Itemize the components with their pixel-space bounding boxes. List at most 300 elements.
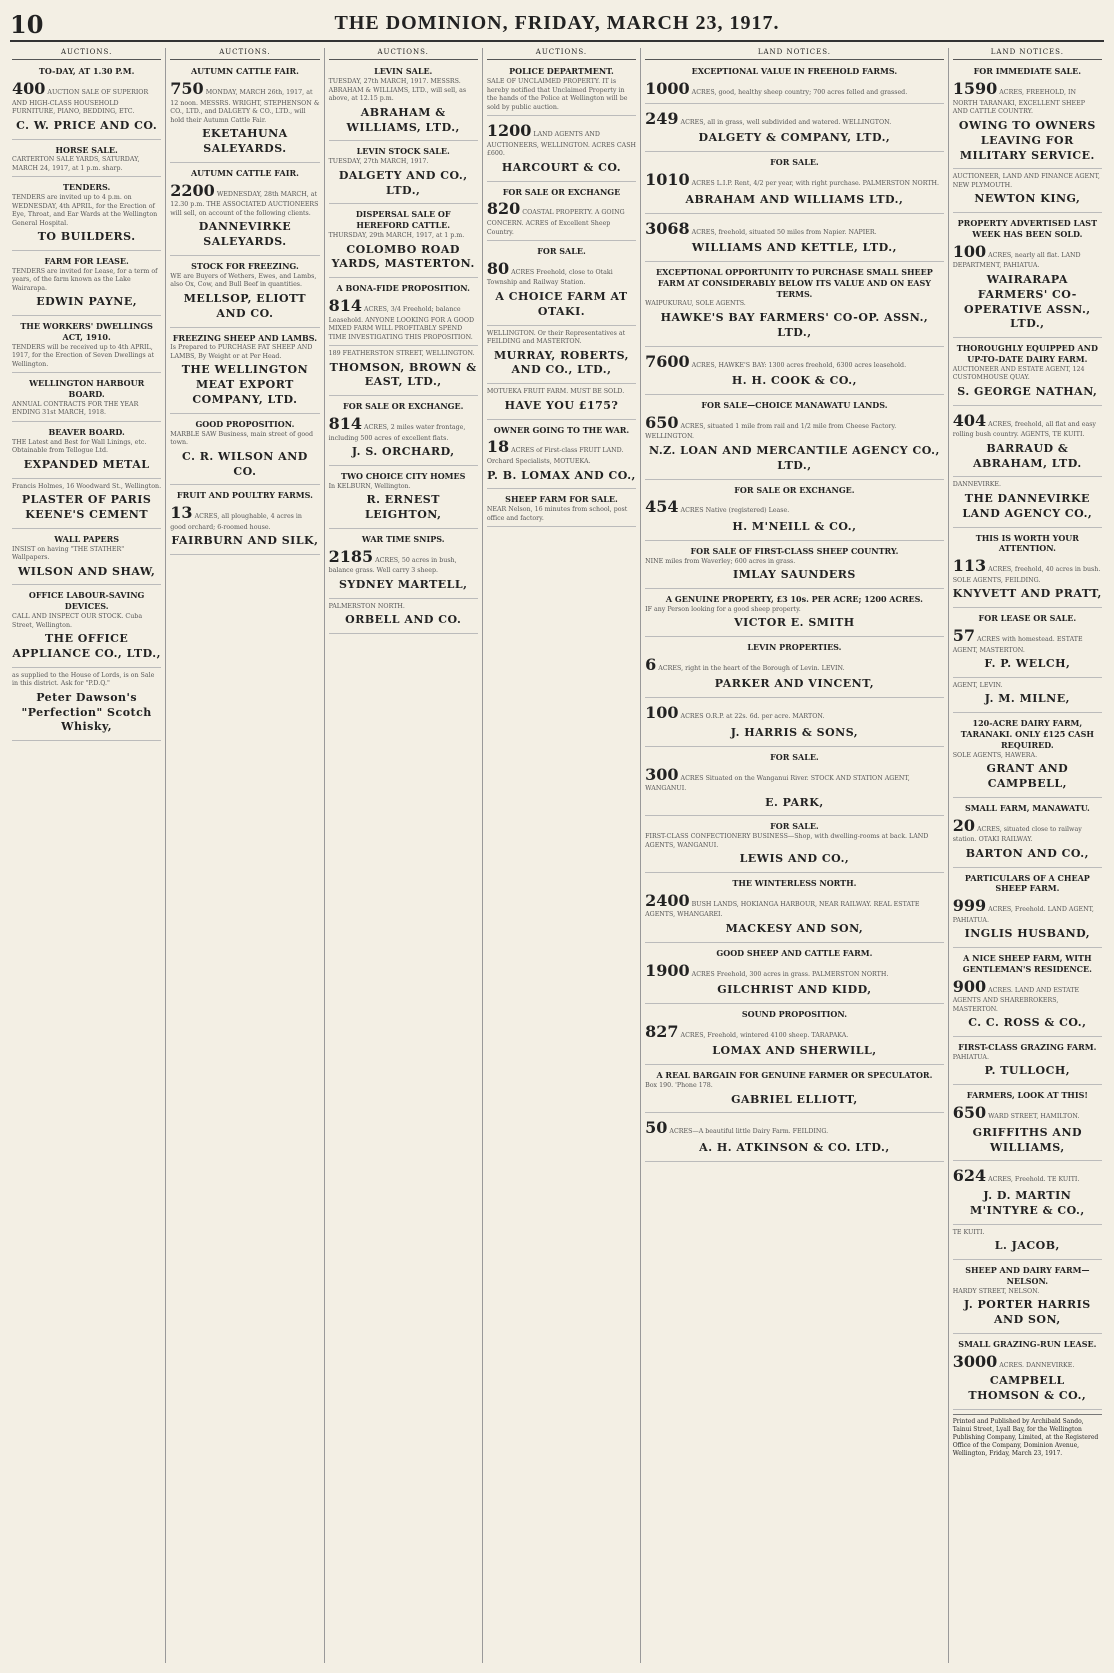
ad-heading: TO-DAY, AT 1.30 P.M. (38, 66, 135, 77)
ad-text: HARDY STREET, NELSON. (952, 1287, 1040, 1295)
ad-firm-name: J. S. ORCHARD, (351, 445, 455, 459)
ad-text: NINE miles from Waverley; 600 acres in grass. (645, 557, 796, 565)
ad-firm-name: P. B. LOMAX AND CO., (487, 468, 636, 482)
ad-acreage: 2185 (328, 546, 374, 566)
ad-heading: FOR LEASE OR SALE. (978, 613, 1077, 624)
ad-heading: TENDERS. (62, 182, 111, 193)
advertisement (487, 184, 636, 241)
ad-firm-name: SYDNEY MARTELL, (338, 577, 468, 591)
advertisement (953, 63, 1102, 169)
ad-heading: FARMERS, LOOK AT THIS! (966, 1090, 1088, 1101)
advertisement (329, 601, 478, 634)
column-header: LAND NOTICES. (953, 48, 1102, 60)
ad-heading: GOOD PROPOSITION. (195, 418, 295, 429)
advertisement (329, 348, 478, 396)
advertisement (12, 587, 161, 667)
advertisement (645, 875, 944, 943)
ad-heading: FOR SALE OR EXCHANGE. (734, 484, 855, 495)
ad-firm-name: GRIFFITHS AND WILLIAMS, (972, 1125, 1083, 1154)
ad-text: ACRES, situated 1 mile from rail and 1/2 mile from Cheese Factory. WELLINGTON. (645, 422, 897, 441)
advertisement (12, 375, 161, 422)
ad-text: WEDNESDAY, 28th MARCH, at 12.30 p.m. THE ASSOCIATED AUCTIONEERS will sell, on account of the following clients. (170, 190, 319, 217)
ad-heading: WALL PAPERS (54, 533, 120, 544)
ad-text: CARTERTON SALE YARDS, SATURDAY, MARCH 24, 1917, at 1 p.m. sharp. (12, 156, 140, 172)
advertisement (645, 106, 944, 152)
ad-heading: HORSE SALE. (55, 144, 118, 155)
ad-text: ACRES of First-class FRUIT LAND. Orchard Specialists, MOTUEKA. (486, 447, 624, 466)
ad-acreage: 1900 (645, 960, 690, 980)
ad-firm-name: P. TULLOCH, (984, 1064, 1071, 1078)
ad-firm-name: J. PORTER HARRIS AND SON, (964, 1298, 1091, 1326)
ad-heading: FOR SALE OR EXCHANGE (502, 186, 621, 197)
ad-heading: STOCK FOR FREEZING. (191, 261, 299, 272)
ad-heading: WAR TIME SNIPS. (361, 533, 445, 544)
ad-heading: THE WORKERS' DWELLINGS ACT, 1910. (20, 321, 153, 343)
ad-text: TUESDAY, 27th MARCH, 1917. MESSRS. ABRAHAM & WILLIAMS, LTD., will sell, as above, at 12.15 p.m. (328, 78, 467, 103)
ad-acreage: 900 (952, 976, 987, 996)
column-header: AUCTIONS. (329, 48, 478, 60)
ad-firm-name: DANNEVIRKE SALEYARDS. (198, 220, 292, 249)
ad-firm-name: Peter Dawson's "Perfection" Scotch Whisky, (21, 690, 152, 734)
ad-text: ACRES, Freehold. TE KUITI. (988, 1176, 1080, 1184)
ad-text: MONDAY, MARCH 26th, 1917, at 12 noon. MESSRS. WRIGHT, STEPHENSON & CO., LTD., and DALGETY & CO., LTD., will hold their Autumn Cattle Fair. (170, 89, 320, 124)
ad-firm-name: THE OFFICE APPLIANCE CO., LTD., (12, 632, 161, 660)
ad-text: THURSDAY, 29th MARCH, 1917, at 1 p.m. (328, 232, 465, 239)
ad-firm-name: LEWIS AND CO., (739, 852, 850, 866)
ad-firm-name: MACKESY AND SON, (725, 921, 864, 935)
ad-acreage: 650 (952, 1103, 987, 1123)
ad-text: INSIST on having "THE STATHER" Wallpapers. (12, 545, 125, 562)
ad-acreage: 113 (952, 556, 987, 576)
advertisement (645, 264, 944, 347)
ad-firm-name: GRANT AND CAMPBELL, (986, 762, 1069, 791)
ad-heading: FOR IMMEDIATE SALE. (973, 66, 1082, 77)
ad-firm-name: HAVE YOU £175? (504, 398, 619, 412)
ad-firm-name: DALGETY & COMPANY, LTD., (698, 131, 891, 145)
ad-firm-name: F. P. WELCH, (984, 657, 1071, 671)
ad-text: ACRES. DANNEVIRKE. (999, 1361, 1075, 1369)
ad-heading: A GENUINE PROPERTY, £3 10s. PER ACRE; 1200 ACRES. (665, 593, 923, 604)
ad-firm-name: J. HARRIS & SONS, (730, 725, 859, 739)
column-5-land-notices (640, 48, 948, 1663)
ad-firm-name: C. C. ROSS & CO., (968, 1016, 1087, 1030)
ad-firm-name: TO BUILDERS. (37, 230, 136, 244)
advertisement (953, 171, 1102, 213)
ad-text: TUESDAY, 27th MARCH, 1917. (328, 158, 429, 166)
ad-text: LAND AGENTS AND AUCTIONEERS, WELLINGTON. ACRES CASH £600. (486, 131, 637, 158)
advertisement (487, 491, 636, 527)
ad-firm-name: THOMSON, BROWN & EAST, LTD., (329, 360, 477, 389)
ad-acreage: 2200 (170, 180, 215, 200)
advertisement (12, 318, 161, 373)
ad-heading: SMALL FARM, MANAWATU. (964, 802, 1090, 813)
ad-acreage: 50 (645, 1118, 668, 1138)
ad-text: ACRES, freehold, 40 acres in bush. SOLE AGENTS, FEILDING. (952, 566, 1101, 584)
ad-firm-name: FAIRBURN AND SILK, (171, 534, 319, 548)
ad-acreage: 57 (952, 626, 975, 645)
advertisement (645, 945, 944, 1004)
ad-acreage: 750 (170, 79, 204, 99)
ad-acreage: 3000 (952, 1351, 998, 1371)
advertisement (12, 424, 161, 479)
advertisement (953, 1262, 1102, 1334)
ad-firm-name: PLASTER OF PARIS KEENE'S CEMENT (21, 493, 152, 521)
ad-acreage: 1010 (645, 170, 690, 190)
ad-text: ACRES, FREEHOLD, IN NORTH TARANAKI, EXCELLENT SHEEP AND CATTLE COUNTRY. (952, 89, 1085, 116)
ad-firm-name: WAIRARAPA FARMERS' CO-OPERATIVE ASSN., LTD., (964, 272, 1091, 331)
ad-firm-name: EXPANDED METAL (23, 457, 150, 471)
ad-heading: FOR SALE. (770, 157, 819, 168)
ad-text: ACRES with homestead. ESTATE AGENT, MASTERTON. (952, 636, 1083, 654)
ad-text: AUCTIONEER AND ESTATE AGENT, 124 CUSTOMHOUSE QUAY. (952, 365, 1085, 382)
ad-firm-name: H. M'NEILL & CO., (732, 519, 857, 533)
ad-heading: FOR SALE. (770, 821, 819, 832)
ad-firm-name: L. JACOB, (994, 1239, 1060, 1253)
ad-text: ACRES, 2 miles water frontage, including 500 acres of excellent flats. (328, 424, 466, 442)
ad-heading: POLICE DEPARTMENT. (509, 66, 614, 77)
ad-text: ACRES, freehold, situated 50 miles from Napier. NAPIER. (691, 228, 877, 236)
ad-heading: TWO CHOICE CITY HOMES (341, 471, 466, 481)
ad-acreage: 1000 (645, 79, 690, 99)
advertisement (12, 481, 161, 529)
column-2 (165, 48, 323, 1663)
advertisement (645, 349, 944, 395)
page-title: THE DOMINION, FRIDAY, MARCH 23, 1917. (334, 12, 780, 34)
ad-firm-name: COLOMBO ROAD YARDS, MASTERTON. (331, 242, 475, 271)
advertisement (953, 215, 1102, 338)
ad-text: 189 FEATHERSTON STREET, WELLINGTON. (328, 350, 475, 358)
ad-acreage: 454 (645, 497, 679, 517)
ad-heading: WELLINGTON HARBOUR BOARD. (29, 378, 145, 400)
advertisement (645, 216, 944, 262)
advertisement (953, 1227, 1102, 1260)
ad-text: WAIPUKURAU, SOLE AGENTS. (645, 300, 746, 308)
advertisement (953, 408, 1102, 478)
ad-heading: LEVIN SALE. (374, 66, 433, 77)
advertisement (645, 591, 944, 637)
ad-acreage: 100 (645, 703, 679, 723)
ad-text: PAHIATUA. (952, 1053, 989, 1061)
ad-acreage: 999 (952, 896, 987, 916)
ad-text: ACRES, all in grass, well subdivided and watered. WELLINGTON. (680, 118, 892, 126)
ad-firm-name: R. ERNEST LEIGHTON, (364, 493, 442, 522)
ad-text: ACRES O.R.P. at 22s. 6d. per acre. MARTON. (680, 713, 825, 721)
ad-text: ACRES Situated on the Wanganui River. STOCK AND STATION AGENT, WANGANUI. (645, 774, 910, 793)
column-3 (324, 48, 482, 1663)
ad-text: TENDERS will be received up to 4th APRIL, 1917, for the Erection of Seven Dwellings at Wellington. (12, 343, 155, 368)
ad-text: TENDERS are invited for Lease, for a term of years, of the farm known as the Lake Wairarapa. (12, 267, 158, 292)
ad-heading: BEAVER BOARD. (48, 426, 125, 437)
ad-text: MARBLE SAW Business, main street of good town. (170, 430, 314, 447)
ad-text: ACRES, right in the heart of the Borough of Levin. LEVIN. (658, 664, 845, 672)
ad-firm-name: INGLIS HUSBAND, (964, 927, 1091, 941)
advertisement (329, 143, 478, 204)
column-header: AUCTIONS. (170, 48, 319, 60)
ad-firm-name: A CHOICE FARM AT OTAKI. (495, 289, 628, 318)
ad-firm-name: N.Z. LOAN AND MERCANTILE AGENCY CO., LTD., (648, 443, 940, 472)
ad-heading: FOR SALE—CHOICE MANAWATU LANDS. (701, 399, 888, 410)
advertisement (12, 179, 161, 251)
ad-acreage: 814 (328, 295, 362, 315)
ad-text: AUCTION SALE OF SUPERIOR AND HIGH-CLASS HOUSEHOLD FURNITURE, PIANO, BEDDING, ETC. (12, 89, 149, 116)
ad-text: ACRES Native (registered) Lease. (680, 507, 790, 515)
column-6 (948, 48, 1106, 1663)
advertisement (953, 950, 1102, 1037)
ad-text: CALL AND INSPECT OUR STOCK. Cuba Street, Wellington. (12, 613, 143, 629)
ad-firm-name: BARRAUD & ABRAHAM, LTD. (972, 441, 1082, 470)
advertisement (170, 330, 319, 414)
ad-acreage: 13 (170, 503, 193, 523)
ad-firm-name: PARKER AND VINCENT, (714, 677, 875, 691)
ad-heading: AUTUMN CATTLE FAIR. (190, 168, 299, 179)
ad-firm-name: VICTOR E. SMITH (734, 616, 855, 630)
ad-heading: A BONA-FIDE PROPOSITION. (336, 283, 470, 294)
advertisement (645, 482, 944, 541)
ad-heading: FOR SALE. (770, 751, 819, 762)
advertisement (329, 468, 478, 529)
advertisement (12, 531, 161, 586)
advertisement (329, 63, 478, 141)
ad-text: Francis Holmes, 16 Woodward St., Wellington. (12, 482, 162, 490)
ad-firm-name: DALGETY AND CO., LTD., (338, 168, 468, 197)
ad-firm-name: S. GEORGE NATHAN, (957, 384, 1098, 398)
ad-text: ACRES Freehold, close to Otaki Township and Railway Station. (486, 268, 613, 287)
ad-heading: 120-ACRE DAIRY FARM, TARANAKI. ONLY £125 CASH REQUIRED. (960, 718, 1094, 750)
ad-firm-name: THE DANNEVIRKE LAND AGENCY CO., (962, 491, 1093, 520)
ad-acreage: 624 (952, 1166, 987, 1186)
advertisement (953, 1087, 1102, 1161)
ad-firm-name: KNYVETT AND PRATT, (952, 587, 1102, 601)
advertisement (487, 243, 636, 326)
ad-acreage: 300 (645, 764, 679, 784)
ad-heading: A NICE SHEEP FARM, WITH GENTLEMAN'S RESIDENCE. (962, 953, 1092, 974)
ad-text: DANNEVIRKE. (952, 481, 1001, 489)
ad-heading: PARTICULARS OF A CHEAP SHEEP FARM. (964, 872, 1090, 894)
ad-acreage: 814 (328, 414, 362, 434)
ad-heading: GOOD SHEEP AND CATTLE FARM. (716, 947, 873, 958)
advertisement (645, 818, 944, 873)
ad-heading: LEVIN PROPERTIES. (747, 642, 842, 653)
masthead (10, 6, 1104, 42)
ad-heading: A REAL BARGAIN FOR GENUINE FARMER OR SPECULATOR. (656, 1070, 933, 1081)
ad-firm-name: C. W. PRICE AND CO. (16, 118, 158, 132)
columns (8, 48, 1106, 1663)
ad-text: ACRES, Freehold, wintered 4100 sheep. TARAPAKA. (680, 1031, 849, 1039)
ad-firm-name: THE WELLINGTON MEAT EXPORT COMPANY, LTD. (181, 363, 309, 407)
ad-text: ANNUAL CONTRACTS FOR THE YEAR ENDING 31st MARCH, 1918. (12, 400, 139, 417)
ad-acreage: 2400 (645, 890, 690, 910)
ad-text: COASTAL PROPERTY. A GOING CONCERN. ACRES of Excellent Sheep Country. (486, 209, 625, 236)
ad-text: ACRES, freehold, all flat and easy rolling bush country. AGENTS, TE KUITI. (952, 420, 1096, 439)
advertisement (953, 340, 1102, 405)
advertisement (12, 63, 161, 139)
ad-firm-name: BARTON AND CO., (965, 846, 1089, 860)
ad-text: AUCTIONEER, LAND AND FINANCE AGENT, NEW PLYMOUTH. (952, 173, 1100, 189)
ad-firm-name: ORBELL AND CO. (345, 613, 462, 627)
ad-acreage: 18 (486, 437, 510, 457)
ad-text: In KELBURN, Wellington. (328, 482, 411, 490)
ad-text: ACRES, 50 acres in bush, balance grass. Well carry 3 sheep. (328, 556, 457, 575)
ad-firm-name: HARCOURT & CO. (501, 160, 622, 174)
ad-firm-name: ABRAHAM & WILLIAMS, LTD., (346, 105, 460, 134)
advertisement (645, 154, 944, 213)
ad-text: SOLE AGENTS, HAWERA. (952, 751, 1038, 759)
advertisement (953, 530, 1102, 609)
ad-heading: FIRST-CLASS GRAZING FARM. (958, 1042, 1097, 1053)
advertisement (953, 479, 1102, 527)
ad-acreage: 1200 (486, 121, 532, 141)
ad-firm-name: CAMPBELL THOMSON & CO., (968, 1374, 1087, 1403)
column-header: LAND NOTICES. (645, 48, 944, 60)
ad-heading: FOR SALE OR EXCHANGE. (343, 401, 464, 412)
ad-text: ACRES L.I.P. Rent, 4/2 per year, with right purchase. PALMERSTON NORTH. (691, 180, 940, 188)
advertisement (329, 280, 478, 346)
advertisement (170, 165, 319, 256)
advertisement (329, 206, 478, 278)
ad-heading: FOR SALE OF FIRST-CLASS SHEEP COUNTRY. (690, 545, 899, 556)
ad-text: TE KUITI. (952, 1228, 985, 1236)
ad-text: ACRES, HAWKE'S BAY: 1300 acres freehold, 6300 acres leasehold. (691, 361, 907, 369)
advertisement (953, 1336, 1102, 1410)
ad-acreage: 3068 (645, 218, 690, 238)
ad-heading: FREEZING SHEEP AND LAMBS. (172, 332, 318, 343)
ad-firm-name: EKETAHUNA SALEYARDS. (202, 127, 288, 156)
advertisement (953, 800, 1102, 868)
ad-firm-name: A. H. ATKINSON & CO. LTD., (699, 1141, 890, 1155)
ad-firm-name: WILSON AND SHAW, (17, 564, 156, 578)
advertisement (953, 610, 1102, 678)
advertisement (953, 680, 1102, 713)
ad-text: PALMERSTON NORTH. (328, 602, 405, 610)
advertisement (170, 63, 319, 163)
ad-text: Box 190. 'Phone 178. (645, 1082, 713, 1090)
ad-text: BUSH LANDS, HOKIANGA HARBOUR, NEAR RAILWAY. REAL ESTATE AGENTS, WHANGAREI. (645, 900, 920, 919)
ad-text: WARD STREET, HAMILTON. (988, 1113, 1080, 1121)
ad-acreage: 7600 (645, 351, 690, 371)
ad-acreage: 20 (952, 815, 975, 835)
ad-heading: SOUND PROPOSITION. (741, 1009, 847, 1020)
page-number: 10 (10, 10, 44, 39)
advertisement (487, 386, 636, 419)
ad-heading: SHEEP AND DAIRY FARM—NELSON. (965, 1265, 1090, 1286)
ad-text: MOTUEKA FRUIT FARM. MUST BE SOLD. (486, 388, 625, 396)
ad-text: ACRES, 3/4 Freehold; balance Leasehold. ANYONE LOOKING FOR A GOOD MIXED FARM WILL PROFITABLY SPEND TIME INVESTIGATING THIS PROPOSITION. (328, 305, 475, 341)
ad-firm-name: GABRIEL ELLIOTT, (731, 1092, 858, 1106)
advertisement (645, 749, 944, 817)
advertisement (487, 118, 636, 181)
advertisement (953, 715, 1102, 798)
advertisement (487, 63, 636, 116)
advertisement (329, 531, 478, 599)
ad-heading: THE WINTERLESS NORTH. (732, 878, 857, 889)
ad-acreage: 827 (645, 1021, 679, 1041)
ad-firm-name: NEWTON KING, (974, 192, 1081, 206)
ad-acreage: 100 (952, 241, 987, 261)
ad-text: FIRST-CLASS CONFECTIONERY BUSINESS—Shop, with dwelling-rooms at back. LAND AGENTS, WANGANUI. (645, 833, 929, 849)
ad-heading: PROPERTY ADVERTISED LAST WEEK HAS BEEN SOLD. (957, 218, 1098, 239)
ad-firm-name: J. D. MARTIN M'INTYRE & CO., (969, 1188, 1085, 1217)
ad-heading: THIS IS WORTH YOUR ATTENTION. (975, 532, 1079, 554)
ad-acreage: 80 (486, 258, 510, 278)
ad-text: ACRES, nearly all flat. LAND DEPARTMENT, PAHIATUA. (952, 251, 1081, 270)
advertisement (953, 1039, 1102, 1085)
ad-text: ACRES. LAND AND ESTATE AGENTS AND SHAREBROKERS, MASTERTON. (952, 986, 1080, 1013)
ad-firm-name: E. PARK, (765, 795, 824, 809)
ad-text: AGENT, LEVIN. (952, 681, 1003, 689)
ad-text: ACRES, good, healthy sheep country; 700 acres felled and grassed. (691, 89, 908, 97)
ad-text: THE Latest and Best for Wall Linings, etc. Obtainable from Tellogue Ltd. (12, 438, 147, 455)
advertisement (12, 142, 161, 178)
ad-heading: THOROUGHLY EQUIPPED AND UP-TO-DATE DAIRY FARM. (956, 343, 1098, 365)
advertisement (645, 700, 944, 746)
ad-firm-name: IMLAY SAUNDERS (732, 568, 856, 582)
ad-acreage: 404 (952, 410, 987, 430)
ad-firm-name: MURRAY, ROBERTS, AND CO., LTD., (493, 348, 630, 377)
ad-text: WELLINGTON. Or their Representatives at FEILDING and MASTERTON. (486, 329, 626, 346)
ad-acreage: 1590 (952, 79, 998, 99)
ad-heading: EXCEPTIONAL VALUE IN FREEHOLD FARMS. (691, 66, 898, 77)
advertisement (645, 1006, 944, 1065)
ad-heading: LEVIN STOCK SALE. (356, 146, 450, 157)
ad-firm-name: HAWKE'S BAY FARMERS' CO-OP. ASSN., LTD., (660, 310, 929, 339)
ad-heading: AUTUMN CATTLE FAIR. (190, 66, 299, 77)
advertisement (645, 1067, 944, 1113)
column-header: AUCTIONS. (12, 48, 161, 60)
ad-heading: SHEEP FARM FOR SALE. (505, 494, 618, 505)
advertisement (645, 1115, 944, 1161)
ad-text: SALE OF UNCLAIMED PROPERTY. IT is hereby notified that Unclaimed Property in the hands of the Police at Wellington will be sold by public auction. (486, 78, 628, 111)
ad-heading: DISPERSAL SALE OF HEREFORD CATTLE. (355, 209, 451, 231)
ad-firm-name: C. R. WILSON AND CO. (182, 449, 308, 478)
ad-firm-name: LOMAX AND SHERWILL, (712, 1044, 877, 1058)
ad-firm-name: WILLIAMS AND KETTLE, LTD., (691, 241, 897, 255)
ad-heading: FOR SALE. (537, 246, 586, 257)
column-4 (482, 48, 640, 1663)
ad-text: ACRES, all ploughable, 4 acres in good orchard; 6-roomed house. (170, 513, 302, 531)
ad-firm-name: ABRAHAM AND WILLIAMS LTD., (685, 192, 904, 206)
advertisement (645, 639, 944, 698)
advertisement (953, 1163, 1102, 1224)
advertisement (645, 543, 944, 589)
ad-text: as supplied to the House of Lords, is on Sale in this district. Ask for "P.D.Q." (12, 671, 155, 688)
ad-firm-name: OWING TO OWNERS LEAVING FOR MILITARY SERVICE. (958, 118, 1096, 162)
column-header: AUCTIONS. (487, 48, 636, 60)
advertisement (487, 422, 636, 490)
advertisement (12, 670, 161, 742)
ad-text: ACRES, situated close to railway station. OTAKI RAILWAY. (952, 825, 1082, 844)
imprint: Printed and Published by Archibald Sando, Tainui Street, Lyall Bay, for the Wellington Publishing Company, Limited, at the Registered Office of the Company, Dominion Avenue, Wellington, Friday, March 23, 1917. (953, 1414, 1102, 1458)
ad-heading: OWNER GOING TO THE WAR. (493, 424, 630, 435)
ad-heading: FARM FOR LEASE. (44, 256, 129, 267)
advertisement (645, 397, 944, 480)
ad-firm-name: GILCHRIST AND KIDD, (717, 983, 872, 997)
ad-text: ACRES—A beautiful little Dairy Farm. FEILDING. (669, 1128, 829, 1136)
ad-text: IF any Person looking for a good sheep property. (645, 605, 801, 613)
advertisement (170, 416, 319, 485)
ad-acreage: 820 (486, 199, 521, 219)
ad-text: TENDERS are invited up to 4 p.m. on WEDNESDAY, 4th APRIL, for the Erection of Eye, Throat, and Ear Wards at the Wellington General Hospital. (12, 194, 158, 227)
ad-acreage: 249 (645, 108, 679, 128)
ad-text: ACRES Freehold, 300 acres in grass. PALMERSTON NORTH. (691, 970, 889, 978)
advertisement (170, 258, 319, 327)
ad-acreage: 650 (645, 412, 679, 432)
ad-firm-name: J. M. MILNE, (984, 692, 1070, 706)
ad-text: NEAR Nelson, 16 minutes from school, post office and factory. (486, 506, 628, 522)
ad-heading: FRUIT AND POULTRY FARMS. (176, 490, 313, 501)
ad-heading: SMALL GRAZING-RUN LEASE. (958, 1338, 1097, 1349)
ad-heading: EXCEPTIONAL OPPORTUNITY TO PURCHASE SMALL SHEEP FARM AT CONSIDERABLY BELOW ITS VALUE AND ON EASY TERMS. (656, 266, 933, 299)
ad-firm-name: H. H. COOK & CO., (731, 374, 857, 388)
